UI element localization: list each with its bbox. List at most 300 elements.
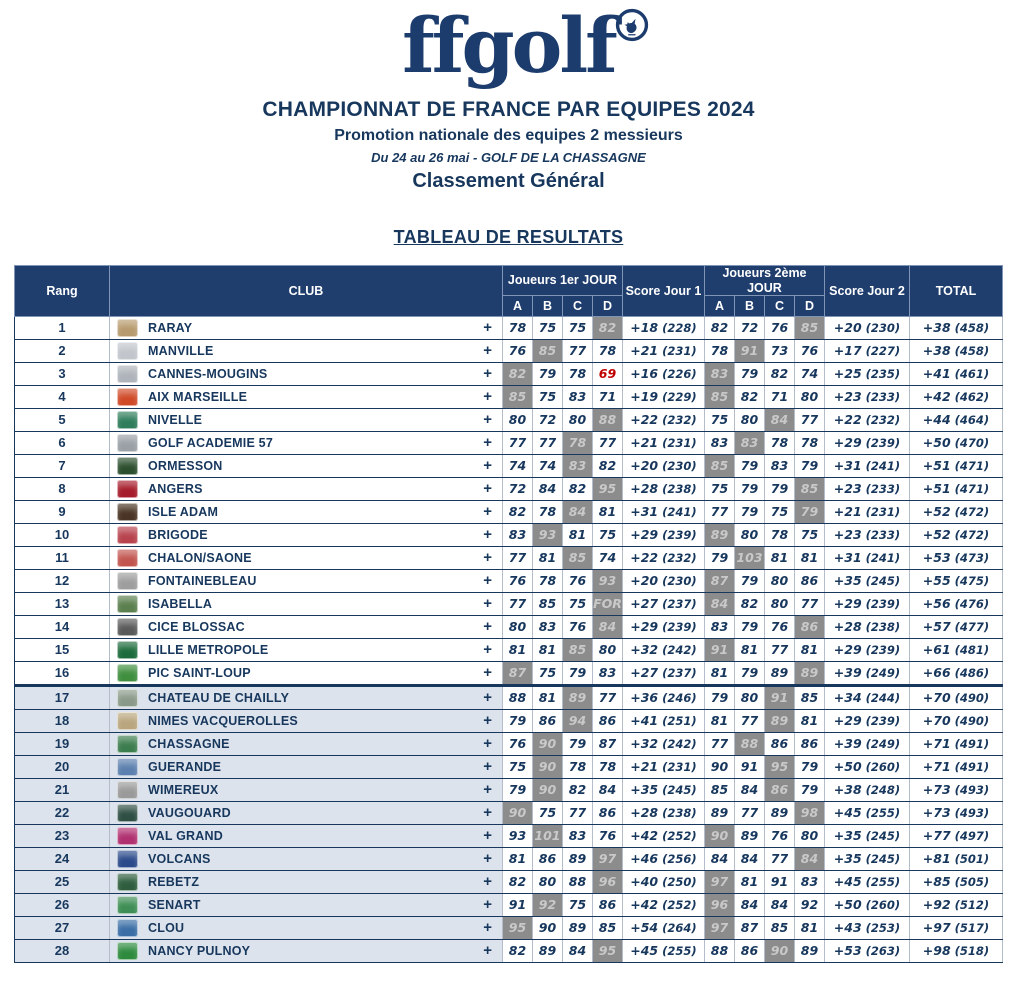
club-logo-icon bbox=[117, 526, 138, 544]
expand-row-button[interactable]: + bbox=[483, 595, 492, 613]
player-score-cell: 78 bbox=[532, 569, 562, 592]
expand-row-button[interactable]: + bbox=[483, 942, 492, 960]
club-name: ORMESSON bbox=[148, 458, 223, 473]
club-cell bbox=[110, 477, 503, 500]
club-logo-icon bbox=[117, 919, 138, 937]
col-header-club: CLUB bbox=[110, 266, 503, 317]
club-logo-icon bbox=[117, 618, 138, 636]
score-day1-cell: +21 (231) bbox=[622, 755, 704, 778]
club-logo-icon bbox=[117, 457, 138, 475]
score-day2-cell: +29 (239) bbox=[825, 592, 910, 615]
club-cell bbox=[110, 685, 503, 709]
player-score-cell: 79 bbox=[562, 661, 592, 685]
player-score-cell: 76 bbox=[502, 732, 532, 755]
player-score-cell: 101 bbox=[532, 824, 562, 847]
club-name: GOLF ACADEMIE 57 bbox=[148, 435, 273, 450]
score-day2-cell: +35 (245) bbox=[825, 824, 910, 847]
player-score-cell: 79 bbox=[794, 755, 824, 778]
table-row bbox=[15, 362, 1003, 385]
player-score-cell: 81 bbox=[704, 709, 734, 732]
rank-cell: 21 bbox=[15, 778, 110, 801]
player-score-cell: 97 bbox=[704, 870, 734, 893]
player-score-cell: 76 bbox=[764, 615, 794, 638]
player-score-cell: 84 bbox=[734, 893, 764, 916]
rank-cell: 20 bbox=[15, 755, 110, 778]
rank-cell: 16 bbox=[15, 661, 110, 685]
total-cell: +66 (486) bbox=[910, 661, 1003, 685]
player-score-cell: 82 bbox=[734, 385, 764, 408]
player-score-cell: 79 bbox=[734, 661, 764, 685]
club-cell bbox=[110, 362, 503, 385]
player-score-cell: 77 bbox=[704, 732, 734, 755]
player-score-cell: 78 bbox=[592, 339, 622, 362]
score-day1-cell: +46 (256) bbox=[622, 847, 704, 870]
player-score-cell: 79 bbox=[764, 477, 794, 500]
club-name: ISLE ADAM bbox=[148, 504, 219, 519]
table-row bbox=[15, 755, 1003, 778]
club-name: BRIGODE bbox=[148, 527, 208, 542]
player-score-cell: 86 bbox=[734, 939, 764, 962]
player-score-cell: 74 bbox=[532, 454, 562, 477]
table-row bbox=[15, 847, 1003, 870]
club-name: CLOU bbox=[148, 920, 185, 935]
col-header-score1: Score Jour 1 bbox=[622, 266, 704, 317]
score-day2-cell: +39 (249) bbox=[825, 661, 910, 685]
club-cell bbox=[110, 546, 503, 569]
player-score-cell: 80 bbox=[734, 523, 764, 546]
club-name: AIX MARSEILLE bbox=[148, 389, 248, 404]
player-score-cell: 78 bbox=[562, 755, 592, 778]
player-score-cell: 78 bbox=[532, 500, 562, 523]
club-cell bbox=[110, 870, 503, 893]
club-cell bbox=[110, 661, 503, 685]
ffgolf-logo bbox=[402, 1, 615, 90]
expand-row-button[interactable]: + bbox=[483, 873, 492, 891]
expand-row-button[interactable]: + bbox=[483, 526, 492, 544]
player-score-cell: 82 bbox=[734, 592, 764, 615]
expand-row-button[interactable]: + bbox=[483, 919, 492, 937]
player-score-cell: 83 bbox=[764, 454, 794, 477]
expand-row-button[interactable]: + bbox=[483, 896, 492, 914]
player-score-cell: 83 bbox=[562, 454, 592, 477]
club-cell bbox=[110, 523, 503, 546]
player-score-cell: 83 bbox=[562, 385, 592, 408]
total-cell: +71 (491) bbox=[910, 732, 1003, 755]
expand-row-button[interactable]: + bbox=[483, 388, 492, 406]
player-score-cell: 72 bbox=[502, 477, 532, 500]
player-score-cell: 86 bbox=[532, 709, 562, 732]
player-score-cell: 97 bbox=[704, 916, 734, 939]
table-row bbox=[15, 638, 1003, 661]
event-info: Du 24 au 26 mai - GOLF DE LA CHASSAGNE bbox=[371, 150, 646, 166]
player-score-cell: 84 bbox=[562, 939, 592, 962]
score-day1-cell: +42 (252) bbox=[622, 893, 704, 916]
score-day1-cell: +22 (232) bbox=[622, 546, 704, 569]
club-cell bbox=[110, 385, 503, 408]
expand-row-button[interactable]: + bbox=[483, 434, 492, 452]
rooster-icon bbox=[615, 8, 649, 42]
player-score-cell: 93 bbox=[532, 523, 562, 546]
player-score-cell: 90 bbox=[502, 801, 532, 824]
score-day2-cell: +28 (238) bbox=[825, 615, 910, 638]
player-score-cell: 78 bbox=[764, 523, 794, 546]
score-day1-cell: +27 (237) bbox=[622, 592, 704, 615]
player-score-cell: 77 bbox=[734, 709, 764, 732]
player-score-cell: 82 bbox=[562, 477, 592, 500]
player-score-cell: 79 bbox=[734, 500, 764, 523]
club-logo-icon bbox=[117, 342, 138, 360]
club-cell bbox=[110, 569, 503, 592]
club-name: MANVILLE bbox=[148, 343, 214, 358]
player-score-cell: 79 bbox=[562, 732, 592, 755]
score-day2-cell: +35 (245) bbox=[825, 847, 910, 870]
expand-row-button[interactable]: + bbox=[483, 850, 492, 868]
table-row bbox=[15, 870, 1003, 893]
player-score-cell: 82 bbox=[502, 939, 532, 962]
player-score-cell: 78 bbox=[704, 339, 734, 362]
player-score-cell: 81 bbox=[532, 546, 562, 569]
club-name: VAUGOUARD bbox=[148, 805, 231, 820]
player-score-cell: 73 bbox=[764, 339, 794, 362]
player-score-cell: 89 bbox=[562, 847, 592, 870]
table-row bbox=[15, 893, 1003, 916]
player-score-cell: 87 bbox=[704, 569, 734, 592]
club-logo-icon bbox=[117, 434, 138, 452]
player-score-cell: 80 bbox=[592, 638, 622, 661]
player-score-cell: 88 bbox=[734, 732, 764, 755]
player-score-cell: 92 bbox=[794, 893, 824, 916]
club-name: VOLCANS bbox=[148, 851, 211, 866]
club-name: NIMES VACQUEROLLES bbox=[148, 713, 298, 728]
total-cell: +77 (497) bbox=[910, 824, 1003, 847]
player-score-cell: 98 bbox=[794, 801, 824, 824]
rank-cell: 10 bbox=[15, 523, 110, 546]
club-cell bbox=[110, 500, 503, 523]
player-score-cell: 75 bbox=[704, 408, 734, 431]
club-name: SENART bbox=[148, 897, 201, 912]
score-day2-cell: +21 (231) bbox=[825, 500, 910, 523]
club-cell bbox=[110, 893, 503, 916]
score-day2-cell: +50 (260) bbox=[825, 755, 910, 778]
player-score-cell: 75 bbox=[562, 592, 592, 615]
total-cell: +92 (512) bbox=[910, 893, 1003, 916]
player-score-cell: 83 bbox=[794, 870, 824, 893]
club-logo-icon bbox=[117, 480, 138, 498]
player-score-cell: 80 bbox=[734, 685, 764, 709]
expand-row-button[interactable]: + bbox=[483, 641, 492, 659]
table-row bbox=[15, 569, 1003, 592]
col-header-player-a1: A bbox=[502, 295, 532, 316]
player-score-cell: 103 bbox=[734, 546, 764, 569]
player-score-cell: 84 bbox=[704, 847, 734, 870]
score-day1-cell: +20 (230) bbox=[622, 569, 704, 592]
player-score-cell: 86 bbox=[592, 893, 622, 916]
table-row bbox=[15, 316, 1003, 339]
rank-cell: 9 bbox=[15, 500, 110, 523]
rank-cell: 18 bbox=[15, 709, 110, 732]
expand-row-button[interactable]: + bbox=[483, 664, 492, 682]
player-score-cell: 81 bbox=[734, 638, 764, 661]
score-day2-cell: +17 (227) bbox=[825, 339, 910, 362]
player-score-cell: 84 bbox=[764, 408, 794, 431]
player-score-cell: 81 bbox=[764, 546, 794, 569]
score-day2-cell: +35 (245) bbox=[825, 569, 910, 592]
expand-row-button[interactable]: + bbox=[483, 549, 492, 567]
player-score-cell: 83 bbox=[734, 431, 764, 454]
expand-row-button[interactable]: + bbox=[483, 319, 492, 337]
score-day2-cell: +39 (249) bbox=[825, 732, 910, 755]
table-row bbox=[15, 546, 1003, 569]
results-table bbox=[14, 265, 1003, 963]
player-score-cell: 77 bbox=[794, 592, 824, 615]
score-day2-cell: +43 (253) bbox=[825, 916, 910, 939]
player-score-cell: 80 bbox=[794, 385, 824, 408]
player-score-cell: 82 bbox=[704, 316, 734, 339]
player-score-cell: 76 bbox=[764, 824, 794, 847]
player-score-cell: 85 bbox=[502, 385, 532, 408]
club-logo-icon bbox=[117, 896, 138, 914]
score-day1-cell: +54 (264) bbox=[622, 916, 704, 939]
col-header-player-c2: C bbox=[764, 295, 794, 316]
player-score-cell: 79 bbox=[734, 362, 764, 385]
page-subtitle: Promotion nationale des equipes 2 messieurs bbox=[334, 127, 683, 145]
player-score-cell: 76 bbox=[592, 824, 622, 847]
player-score-cell: 84 bbox=[764, 893, 794, 916]
player-score-cell: 83 bbox=[592, 661, 622, 685]
club-cell bbox=[110, 732, 503, 755]
expand-row-button[interactable]: + bbox=[483, 758, 492, 776]
player-score-cell: 89 bbox=[704, 801, 734, 824]
player-score-cell: 78 bbox=[502, 316, 532, 339]
score-day2-cell: +29 (239) bbox=[825, 709, 910, 732]
player-score-cell: 77 bbox=[794, 408, 824, 431]
player-score-cell: 84 bbox=[592, 615, 622, 638]
total-cell: +73 (493) bbox=[910, 778, 1003, 801]
player-score-cell: 89 bbox=[562, 685, 592, 709]
club-cell bbox=[110, 778, 503, 801]
player-score-cell: 77 bbox=[532, 431, 562, 454]
player-score-cell: 92 bbox=[532, 893, 562, 916]
player-score-cell: 83 bbox=[704, 362, 734, 385]
player-score-cell: 76 bbox=[562, 615, 592, 638]
player-score-cell: 85 bbox=[704, 454, 734, 477]
player-score-cell: 90 bbox=[704, 824, 734, 847]
player-score-cell: 81 bbox=[562, 523, 592, 546]
expand-row-button[interactable]: + bbox=[483, 804, 492, 822]
player-score-cell: 81 bbox=[592, 500, 622, 523]
player-score-cell: 74 bbox=[592, 546, 622, 569]
player-score-cell: 83 bbox=[704, 615, 734, 638]
player-score-cell: 83 bbox=[502, 523, 532, 546]
player-score-cell: 77 bbox=[704, 500, 734, 523]
player-score-cell: 81 bbox=[794, 638, 824, 661]
player-score-cell: 81 bbox=[794, 546, 824, 569]
player-score-cell: 71 bbox=[592, 385, 622, 408]
player-score-cell: 77 bbox=[764, 638, 794, 661]
rank-cell: 4 bbox=[15, 385, 110, 408]
club-name: CICE BLOSSAC bbox=[148, 619, 245, 634]
player-score-cell: 89 bbox=[562, 916, 592, 939]
score-day2-cell: +23 (233) bbox=[825, 477, 910, 500]
total-cell: +85 (505) bbox=[910, 870, 1003, 893]
total-cell: +41 (461) bbox=[910, 362, 1003, 385]
expand-row-button[interactable]: + bbox=[483, 342, 492, 360]
expand-row-button[interactable]: + bbox=[483, 480, 492, 498]
rank-cell: 12 bbox=[15, 569, 110, 592]
expand-row-button[interactable]: + bbox=[483, 781, 492, 799]
total-cell: +97 (517) bbox=[910, 916, 1003, 939]
player-score-cell: 74 bbox=[794, 362, 824, 385]
player-score-cell: 94 bbox=[562, 709, 592, 732]
player-score-cell: 69 bbox=[592, 362, 622, 385]
player-score-cell: 85 bbox=[794, 477, 824, 500]
player-score-cell: 88 bbox=[592, 408, 622, 431]
player-score-cell: 93 bbox=[502, 824, 532, 847]
club-name: REBETZ bbox=[148, 874, 200, 889]
total-cell: +52 (472) bbox=[910, 523, 1003, 546]
club-name: RARAY bbox=[148, 320, 193, 335]
score-day2-cell: +23 (233) bbox=[825, 385, 910, 408]
player-score-cell: 83 bbox=[562, 824, 592, 847]
player-score-cell: 77 bbox=[502, 592, 532, 615]
player-score-cell: 97 bbox=[592, 847, 622, 870]
player-score-cell: 85 bbox=[532, 339, 562, 362]
score-day1-cell: +22 (232) bbox=[622, 408, 704, 431]
total-cell: +51 (471) bbox=[910, 454, 1003, 477]
total-cell: +55 (475) bbox=[910, 569, 1003, 592]
player-score-cell: 86 bbox=[592, 709, 622, 732]
club-cell bbox=[110, 638, 503, 661]
player-score-cell: 79 bbox=[734, 454, 764, 477]
player-score-cell: 79 bbox=[734, 569, 764, 592]
rank-cell: 2 bbox=[15, 339, 110, 362]
player-score-cell: 79 bbox=[794, 778, 824, 801]
expand-row-button[interactable]: + bbox=[483, 827, 492, 845]
score-day1-cell: +35 (245) bbox=[622, 778, 704, 801]
club-logo-icon bbox=[117, 850, 138, 868]
expand-row-button[interactable]: + bbox=[483, 411, 492, 429]
expand-row-button[interactable]: + bbox=[483, 457, 492, 475]
club-name: LILLE METROPOLE bbox=[148, 642, 269, 657]
page-title: CHAMPIONNAT DE FRANCE PAR EQUIPES 2024 bbox=[262, 98, 755, 122]
club-cell bbox=[110, 431, 503, 454]
club-cell bbox=[110, 339, 503, 362]
player-score-cell: 75 bbox=[764, 500, 794, 523]
expand-row-button[interactable]: + bbox=[483, 365, 492, 383]
player-score-cell: 78 bbox=[764, 431, 794, 454]
club-logo-icon bbox=[117, 781, 138, 799]
player-score-cell: 80 bbox=[764, 592, 794, 615]
player-score-cell: 75 bbox=[502, 755, 532, 778]
player-score-cell: 77 bbox=[502, 546, 532, 569]
score-day1-cell: +42 (252) bbox=[622, 824, 704, 847]
player-score-cell: 87 bbox=[592, 732, 622, 755]
player-score-cell: 85 bbox=[562, 546, 592, 569]
rank-cell: 25 bbox=[15, 870, 110, 893]
score-day1-cell: +40 (250) bbox=[622, 870, 704, 893]
club-logo-icon bbox=[117, 942, 138, 960]
score-day2-cell: +45 (255) bbox=[825, 870, 910, 893]
expand-row-button[interactable]: + bbox=[483, 572, 492, 590]
table-row bbox=[15, 454, 1003, 477]
club-logo-icon bbox=[117, 549, 138, 567]
player-score-cell: 76 bbox=[562, 569, 592, 592]
player-score-cell: 89 bbox=[764, 661, 794, 685]
player-score-cell: 86 bbox=[794, 615, 824, 638]
expand-row-button[interactable]: + bbox=[483, 618, 492, 636]
club-logo-icon bbox=[117, 595, 138, 613]
expand-row-button[interactable]: + bbox=[483, 503, 492, 521]
expand-row-button[interactable]: + bbox=[483, 735, 492, 753]
rank-cell: 17 bbox=[15, 685, 110, 709]
score-day2-cell: +31 (241) bbox=[825, 454, 910, 477]
score-day2-cell: +25 (235) bbox=[825, 362, 910, 385]
player-score-cell: 83 bbox=[704, 431, 734, 454]
player-score-cell: 80 bbox=[794, 824, 824, 847]
player-score-cell: 77 bbox=[562, 339, 592, 362]
score-day2-cell: +50 (260) bbox=[825, 893, 910, 916]
player-score-cell: 85 bbox=[764, 916, 794, 939]
player-score-cell: 86 bbox=[764, 778, 794, 801]
club-name: WIMEREUX bbox=[148, 782, 219, 797]
player-score-cell: 76 bbox=[502, 339, 532, 362]
score-day2-cell: +29 (239) bbox=[825, 431, 910, 454]
player-score-cell: 79 bbox=[532, 362, 562, 385]
player-score-cell: FOR bbox=[592, 592, 622, 615]
player-score-cell: 75 bbox=[532, 801, 562, 824]
player-score-cell: 96 bbox=[704, 893, 734, 916]
club-name: FONTAINEBLEAU bbox=[148, 573, 257, 588]
total-cell: +57 (477) bbox=[910, 615, 1003, 638]
table-row bbox=[15, 385, 1003, 408]
player-score-cell: 82 bbox=[502, 870, 532, 893]
club-logo-icon bbox=[117, 712, 138, 730]
player-score-cell: 90 bbox=[532, 755, 562, 778]
club-name: NANCY PULNOY bbox=[148, 943, 251, 958]
table-row bbox=[15, 661, 1003, 685]
table-row bbox=[15, 801, 1003, 824]
player-score-cell: 84 bbox=[794, 847, 824, 870]
total-cell: +61 (481) bbox=[910, 638, 1003, 661]
score-day1-cell: +18 (228) bbox=[622, 316, 704, 339]
table-row bbox=[15, 824, 1003, 847]
rank-cell: 28 bbox=[15, 939, 110, 962]
player-score-cell: 79 bbox=[734, 477, 764, 500]
rank-cell: 14 bbox=[15, 615, 110, 638]
player-score-cell: 85 bbox=[532, 592, 562, 615]
expand-row-button[interactable]: + bbox=[483, 712, 492, 730]
col-header-player-d1: D bbox=[592, 295, 622, 316]
player-score-cell: 81 bbox=[532, 685, 562, 709]
table-row bbox=[15, 339, 1003, 362]
player-score-cell: 91 bbox=[764, 685, 794, 709]
club-cell bbox=[110, 916, 503, 939]
player-score-cell: 80 bbox=[502, 408, 532, 431]
club-name: CHATEAU DE CHAILLY bbox=[148, 690, 290, 705]
col-header-player-a2: A bbox=[704, 295, 734, 316]
player-score-cell: 84 bbox=[734, 778, 764, 801]
player-score-cell: 80 bbox=[502, 615, 532, 638]
expand-row-button[interactable]: + bbox=[483, 689, 492, 707]
col-header-player-c1: C bbox=[562, 295, 592, 316]
player-score-cell: 81 bbox=[502, 847, 532, 870]
player-score-cell: 82 bbox=[562, 778, 592, 801]
total-cell: +38 (458) bbox=[910, 339, 1003, 362]
player-score-cell: 91 bbox=[704, 638, 734, 661]
score-day2-cell: +31 (241) bbox=[825, 546, 910, 569]
player-score-cell: 84 bbox=[704, 592, 734, 615]
score-day1-cell: +45 (255) bbox=[622, 939, 704, 962]
